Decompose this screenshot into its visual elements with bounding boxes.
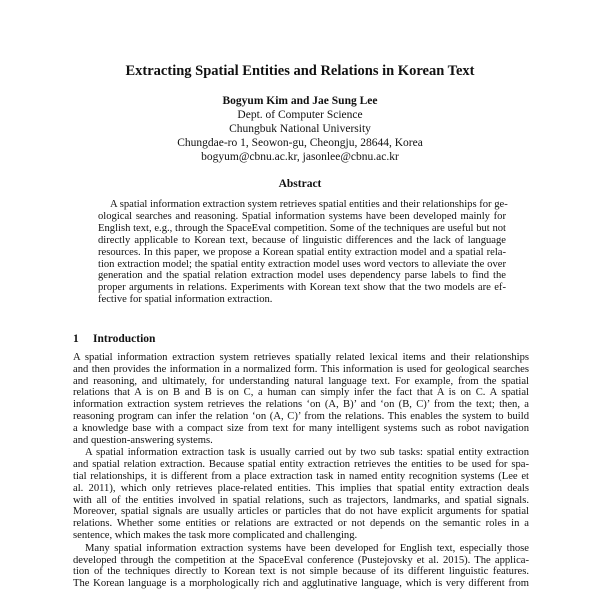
body-line: tion of the techniques directly to Korean text is not simple because of its different linguistic features.: [73, 566, 529, 578]
author-block: [0, 94, 600, 164]
body-line: Moreover, spatial signals are usually articles or particles that do not have explicit arguments for spatial: [73, 506, 529, 518]
section-title: Introduction: [93, 333, 156, 345]
body-line: developed through the competition at the SpaceEval conference (Pustejovsky et al. 2015). The applica-: [73, 554, 529, 566]
abstract-line: tion extraction model; the spatial entity extraction model uses word vectors to alleviate the over: [98, 258, 506, 270]
abstract-line: directly applicable to Korean text, because of linguistic differences and the lack of language: [98, 234, 506, 246]
body-line: reasoning program can infer the relation ‘on (A, C)’ from the relations. This enables the system to build: [73, 410, 529, 422]
abstract-line: fective for spatial information extraction.: [98, 294, 273, 306]
paper-title: Extracting Spatial Entities and Relations in Korean Text: [125, 63, 475, 79]
body-line: and spatial relation extraction. Because spatial entity extraction retrieves the entities to be used for spa-: [73, 459, 529, 471]
affiliation-address: Chungdae-ro 1, Seowon-gu, Cheongju, 28644, Korea: [177, 137, 423, 149]
section-number: 1: [73, 333, 79, 345]
body-line: a knowledge base with a compact size from text for many intelligent systems such as robot navigation: [73, 422, 529, 434]
abstract-line: generation and the spatial relation extraction model uses dependency parse labels to find the: [98, 270, 506, 282]
body-line: with all of the entities involved in spatial relations, such as trajectors, landmarks, and spatial signals.: [73, 494, 529, 506]
body-line: information extraction system retrieves the relations ‘on (A, B)’ and ‘on (B, C)’ from the text; then, a: [73, 399, 529, 411]
affiliation-university: Chungbuk National University: [229, 123, 371, 135]
body-line: A spatial information extraction task is usually carried out by two sub tasks: spatial entity extraction: [85, 447, 529, 459]
author-emails: bogyum@cbnu.ac.kr, jasonlee@cbnu.ac.kr: [201, 151, 399, 163]
abstract-line: A spatial information extraction system retrieves spatial entities and their relationships for ge-: [110, 199, 508, 210]
abstract-line: English text, e.g., through the SpaceEval competition. Some of the techniques are useful but not: [98, 222, 506, 234]
body-line: tial relationships, it is different from a place extraction task in named entity recognition systems (Lee et: [73, 470, 529, 482]
body-line: and reasoning, and ultimately, for understanding natural language text. For example, from the spatial: [73, 375, 529, 387]
body-line: The Korean language is a morphologically rich and agglutinative language, which is very different from: [73, 578, 529, 590]
abstract-line: ological searches and reasoning. Spatial information systems have been developed mainly for: [98, 210, 506, 222]
body-paragraph: [73, 352, 529, 446]
body-line: sentence, which makes the task more complicated and challenging.: [73, 529, 358, 541]
introduction-body: [73, 352, 529, 590]
body-line: relations that A is on B and B is on C, a human can simply infer the fact that A is on C. A spatial: [73, 387, 529, 399]
body-paragraph: [73, 447, 529, 541]
abstract-heading: Abstract: [278, 178, 322, 190]
body-line: A spatial information extraction system retrieves spatially related lexical items and their relationships: [73, 352, 529, 363]
body-paragraph: [73, 543, 529, 590]
section-heading-introduction: [73, 332, 155, 346]
abstract-text: [98, 199, 506, 306]
body-line: and then provides the information in a normalized form. This information is used for geological searches: [73, 363, 529, 375]
body-line: and question-answering systems.: [73, 434, 213, 446]
abstract-line: resources. In this paper, we propose a Korean spatial entity extraction model and a spatial rela-: [98, 246, 506, 258]
body-line: Many spatial information extraction systems have been developed for English text, especially those: [85, 542, 529, 554]
body-line: al. 2011), which only retrieves place-related entities. This implies that spatial entity extraction deals: [73, 482, 529, 494]
abstract-line: proper arguments in relations. Experiments with Korean text show that the two models are ef-: [98, 282, 506, 294]
body-line: relations. Whether some entities or relations are extracted or not depends on the semantic roles in a: [73, 518, 529, 530]
affiliation-department: Dept. of Computer Science: [237, 109, 363, 121]
author-names: Bogyum Kim and Jae Sung Lee: [222, 95, 378, 107]
